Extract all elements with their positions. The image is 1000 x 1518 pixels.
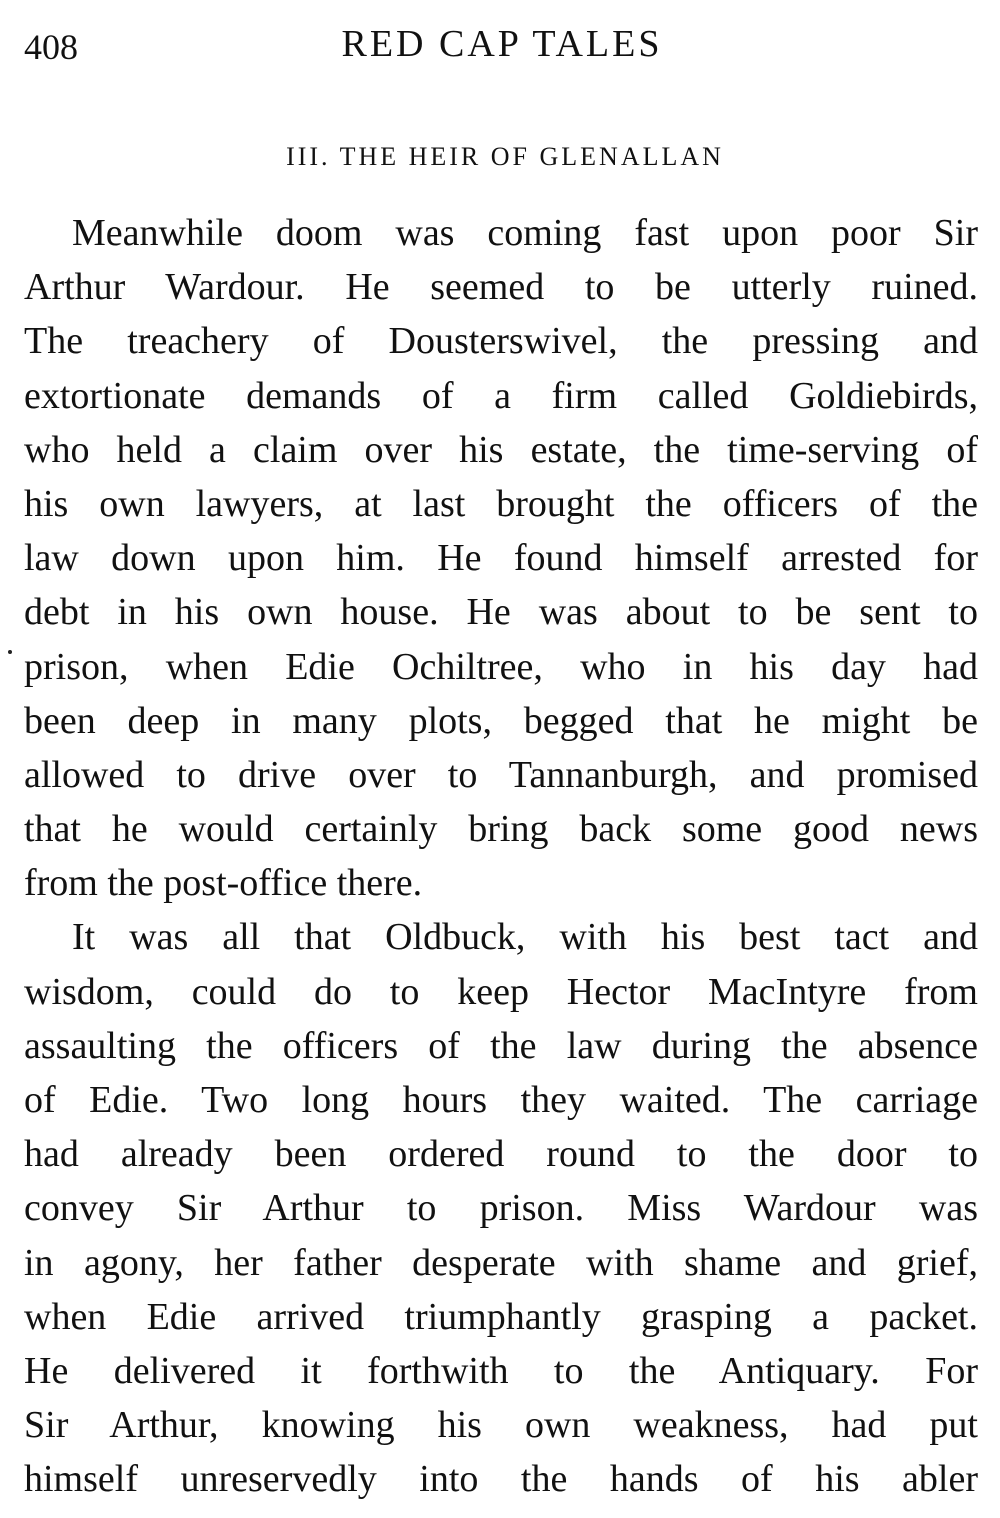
text-line: from the post-office there. <box>24 862 423 905</box>
text-line: assaulting the officers of the law during the absence <box>24 1024 978 1067</box>
text-line: The treachery of Dousterswivel, the pressing and <box>24 320 978 363</box>
text-line: had already been ordered round to the door to <box>24 1133 978 1176</box>
body-text <box>24 206 978 1507</box>
text-line: convey Sir Arthur to prison. Miss Wardour was <box>24 1187 978 1230</box>
text-line: It was all that Oldbuck, with his best tact and <box>72 916 978 959</box>
margin-mark <box>8 650 12 654</box>
text-line: He delivered it forthwith to the Antiquary. For <box>24 1349 978 1392</box>
text-line: who held a claim over his estate, the time-serving of <box>24 428 978 471</box>
text-line: his own lawyers, at last brought the officers of the <box>24 482 978 525</box>
chapter-heading: III. THE HEIR OF GLENALLAN <box>286 142 724 171</box>
text-line: debt in his own house. He was about to be sent to <box>24 591 978 634</box>
text-line: been deep in many plots, begged that he might be <box>24 699 978 742</box>
text-line: Meanwhile doom was coming fast upon poor Sir <box>72 212 978 254</box>
running-head <box>24 22 980 72</box>
text-line: Arthur Wardour. He seemed to be utterly ruined. <box>24 266 978 309</box>
text-line: Sir Arthur, knowing his own weakness, had put <box>24 1404 978 1447</box>
text-line: extortionate demands of a firm called Goldiebirds, <box>24 374 978 417</box>
text-line: of Edie. Two long hours they waited. The carriage <box>24 1079 978 1121</box>
text-line: allowed to drive over to Tannanburgh, and promised <box>24 753 978 796</box>
text-line: wisdom, could do to keep Hector MacIntyre from <box>24 970 978 1013</box>
text-line: law down upon him. He found himself arrested for <box>24 537 978 580</box>
text-line: prison, when Edie Ochiltree, who in his day had <box>24 645 978 688</box>
text-line: himself unreservedly into the hands of his abler <box>24 1458 978 1501</box>
running-title: RED CAP TALES <box>341 23 663 65</box>
text-line: that he would certainly bring back some good news <box>24 808 978 851</box>
page-number: 408 <box>24 27 78 67</box>
text-line: when Edie arrived triumphantly grasping a packet. <box>24 1295 978 1338</box>
text-line: in agony, her father desperate with shame and grief, <box>24 1241 978 1284</box>
